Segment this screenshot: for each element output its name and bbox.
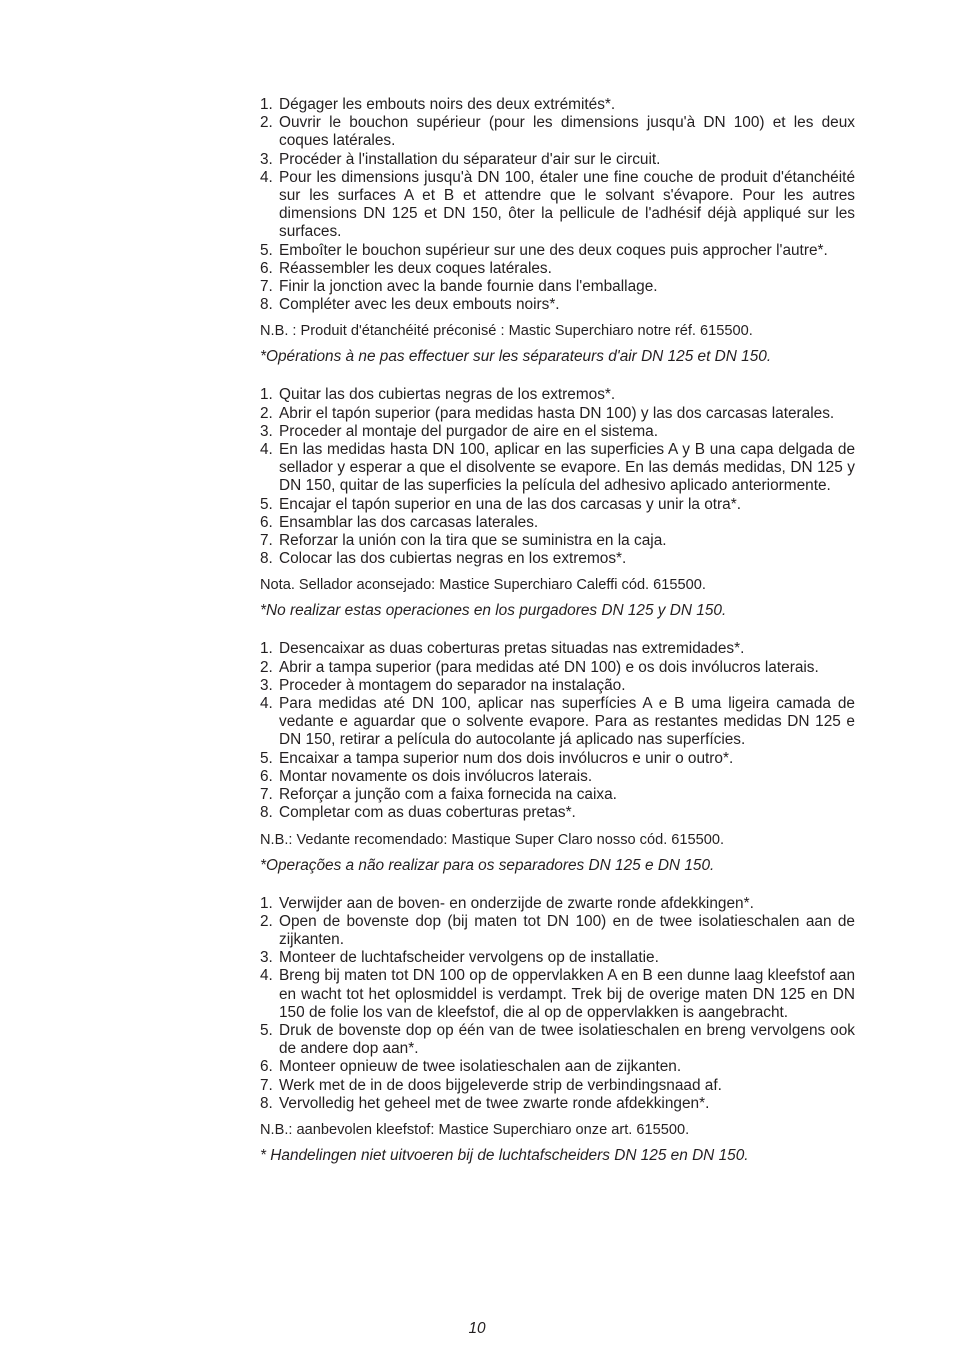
step-item: 3. Proceder à montagem do separador na instalação. [260,676,626,694]
step-number: 5. [260,241,273,259]
step-number: 4. [260,441,273,459]
step-item: 3. Procéder à l'installation du séparateur d'air sur le circuit. [260,150,661,168]
step-item: 1. Dégager les embouts noirs des deux extrémités*. [260,96,616,113]
step-number: 6. [260,513,273,531]
instructions-content [260,96,855,1185]
step-number: 1. [260,640,273,658]
section-french [260,96,855,366]
step-item: 8. Vervolledig het geheel met de twee zwarte ronde afdekkingen*. [260,1094,710,1112]
step-number: 3. [260,150,273,168]
step-item: 2. Ouvrir le bouchon supérieur (pour les dimensions jusqu'à DN 100) et les deux coques latérales. [260,114,855,150]
step-number: 7. [260,532,273,550]
step-number: 3. [260,422,273,440]
step-number: 3. [260,949,273,967]
step-item: 1. Quitar las dos cubiertas negras de los extremos*. [260,386,616,404]
step-item: 3. Proceder al montaje del purgador de aire en el sistema. [260,422,658,440]
step-item: 6. Ensamblar las dos carcasas laterales. [260,513,539,531]
operations-note: * Handelingen niet uitvoeren bij de luchtafscheiders DN 125 en DN 150. [260,1146,749,1164]
step-item: 6. Montar novamente os dois invólucros laterais. [260,767,593,785]
step-item: 8. Compléter avec les deux embouts noirs*. [260,296,560,314]
step-number: 2. [260,404,273,422]
step-item: 5. Encaixar a tampa superior num dos dois invólucros e unir o outro*. [260,749,734,767]
steps-list [260,96,855,314]
step-number: 8. [260,296,273,314]
step-item: 5. Encajar el tapón superior en una de las dos carcasas y unir la otra*. [260,495,741,513]
step-number: 3. [260,676,273,694]
step-number: 2. [260,912,273,930]
step-item: 2. Open de bovenste dop (bij maten tot DN 100) en de twee isolatieschalen aan de zijkanten. [260,912,855,948]
step-item: 1. Verwijder aan de boven- en onderzijde de zwarte ronde afdekkingen*. [260,894,754,912]
step-number: 8. [260,804,273,822]
steps-list [260,895,855,1113]
step-number: 5. [260,1021,273,1039]
step-number: 8. [260,1094,273,1112]
sealant-note: N.B. : Produit d'étanchéité préconisé : Mastic Superchiaro notre réf. 615500. [260,323,753,340]
operations-note: *No realizar estas operaciones en los purgadores DN 125 y DN 150. [260,602,727,620]
step-number: 6. [260,259,273,277]
step-item: 4. Breng bij maten tot DN 100 op de oppervlakken A en B een dunne laag kleefstof aan en wacht tot het oplosmiddel is verdampt. Trek bij de overige maten DN 125 en DN 150 de folie los van de kleefstof, die al op de oppervlakken is aangebracht. [260,967,855,1021]
page-number: 10 [468,1320,486,1337]
step-number: 2. [260,114,273,132]
step-number: 1. [260,894,273,912]
step-number: 2. [260,658,273,676]
section-portuguese [260,640,855,874]
step-number: 7. [260,1076,273,1094]
step-item: 7. Reforzar la unión con la tira que se suministra en la caja. [260,532,667,550]
step-number: 6. [260,1058,273,1076]
step-item: 6. Monteer opnieuw de twee isolatieschalen aan de zijkanten. [260,1058,682,1076]
step-number: 4. [260,695,273,713]
step-item: 3. Monteer de luchtafscheider vervolgens op de installatie. [260,949,659,967]
operations-note: *Opérations à ne pas effectuer sur les séparateurs d'air DN 125 et DN 150. [260,348,772,366]
step-number: 7. [260,278,273,296]
step-item: 5. Druk de bovenste dop op één van de twee isolatieschalen en breng vervolgens ook de andere dop aan*. [260,1021,855,1058]
step-number: 5. [260,495,273,513]
steps-list [260,640,855,822]
step-item: 8. Completar com as duas coberturas pretas*. [260,804,576,822]
step-number: 8. [260,550,273,568]
step-number: 1. [260,386,273,404]
steps-list [260,386,855,568]
step-item: 1. Desencaixar as duas coberturas pretas situadas nas extremidades*. [260,640,745,658]
step-item: 5. Emboîter le bouchon supérieur sur une des deux coques puis approcher l'autre*. [260,241,828,259]
step-number: 4. [260,168,273,186]
step-item: 4. Para medidas até DN 100, aplicar nas superfícies A e B uma ligeira camada de vedante e aguardar que o solvente evapore. Para as restantes medidas DN 125 e DN 150, retirar a película do autocolante já aplicado nas superfícies. [260,695,855,749]
sealant-note: Nota. Sellador aconsejado: Mastice Superchiaro Caleffi cód. 615500. [260,577,706,594]
step-item: 7. Werk met de in de doos bijgeleverde strip de verbindingsnaad af. [260,1076,722,1094]
step-item: 6. Réassembler les deux coques latérales. [260,259,552,277]
section-dutch [260,895,855,1165]
sealant-note: N.B.: aanbevolen kleefstof: Mastice Superchiaro onze art. 615500. [260,1121,690,1138]
step-item: 4. Pour les dimensions jusqu'à DN 100, étaler une fine couche de produit d'étanchéité sur les surfaces A et B et attendre que le solvant s'évapore. Pour les autres dimensions DN 125 et DN 150, ôter la pellicule de l'adhésif déjà appliqué sur les surfaces. [260,168,855,241]
step-number: 4. [260,967,273,985]
step-item: 8. Colocar las dos cubiertas negras en los extremos*. [260,550,627,568]
sealant-note: N.B.: Vedante recomendado: Mastique Super Claro nosso cód. 615500. [260,831,725,848]
step-item: 4. En las medidas hasta DN 100, aplicar en las superficies A y B una capa delgada de sellador y esperar a que el disolvente se evapore. En las demás medidas, DN 125 y DN 150, quitar de las superficies la película del adhesivo aplicado anteriormente. [260,441,855,495]
step-number: 6. [260,767,273,785]
step-item: 2. Abrir el tapón superior (para medidas hasta DN 100) y las dos carcasas laterales. [260,404,835,422]
step-number: 1. [260,96,273,113]
section-spanish [260,386,855,620]
operations-note: *Operações a não realizar para os separadores DN 125 e DN 150. [260,856,715,874]
step-number: 5. [260,749,273,767]
step-item: 2. Abrir a tampa superior (para medidas até DN 100) e os dois invólucros laterais. [260,658,819,676]
step-number: 7. [260,786,273,804]
step-item: 7. Finir la jonction avec la bande fournie dans l'emballage. [260,278,658,296]
step-item: 7. Reforçar a junção com a faixa fornecida na caixa. [260,786,617,804]
